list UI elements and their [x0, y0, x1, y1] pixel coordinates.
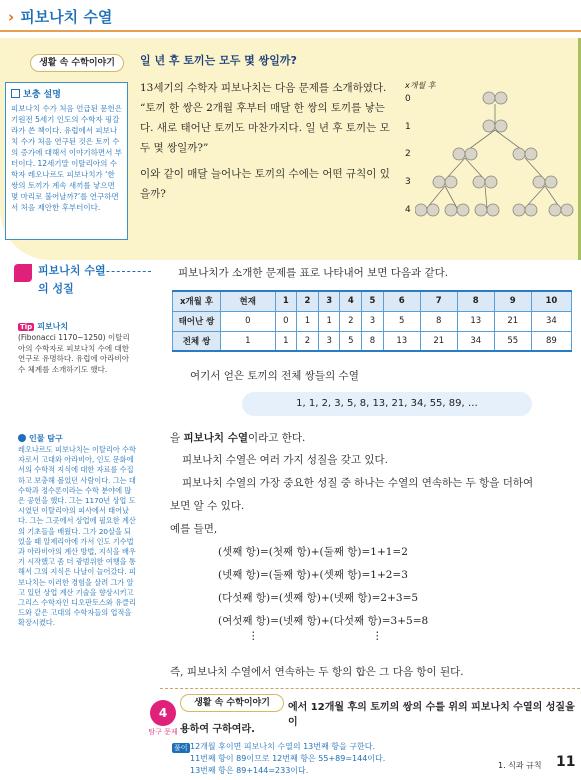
table-cell: 태어난 쌍 — [173, 311, 221, 331]
table-cell: 1 — [275, 291, 297, 311]
story-body — [140, 78, 395, 204]
table-cell: 89 — [531, 331, 571, 351]
table-cell: 3 — [362, 311, 384, 331]
section-title: 피보나치 수열 의 성질 — [38, 264, 106, 295]
table-cell: 8 — [420, 311, 457, 331]
story-paragraph-2: 이와 같이 매달 늘어나는 토끼의 수에는 어떤 규칙이 있을까? — [140, 168, 390, 200]
solution-line: 13번째 항은 89+144=233이다. — [190, 766, 309, 775]
equation-line: (다섯째 항)=(셋째 항)+(넷째 항)=2+3=5 — [218, 592, 419, 604]
note-box — [5, 82, 128, 240]
table-cell: 5 — [383, 311, 420, 331]
section-divider — [96, 271, 151, 272]
after-table-text: 여기서 얻은 토끼의 전체 쌍들의 수열 — [190, 370, 359, 382]
table-cell: 4 — [340, 291, 362, 311]
person-icon — [18, 434, 26, 442]
story-tag: 생활 속 수학이야기 — [30, 54, 124, 72]
table-cell: 21 — [494, 311, 531, 331]
table-cell: 3 — [318, 331, 340, 351]
story-question: 일 년 후 토끼는 모두 몇 쌍일까? — [140, 54, 297, 67]
table-cell: 1 — [275, 331, 297, 351]
table-cell: 0 — [275, 311, 297, 331]
chevron-icon: › — [8, 8, 15, 26]
tree-month-1: 1 — [405, 122, 411, 132]
tree-header: x개월 후 — [405, 81, 436, 90]
probe-question-cont: 용하여 구하여라. — [180, 724, 255, 735]
table-cell: 현재 — [221, 291, 276, 311]
page-title — [8, 6, 112, 27]
person-text: 레오나르도 피보나치는 이탈리아 수학자로서 고대와 아라비아, 인도 문화에서의 수학적 지식에 대한 자료를 수집하고 보충해 볼었던 사람이다. 그는 대수학과 정수론이라는 수학 분야에 많은 공헌을 했다. 그는 1170년 상업 도시였던 이탈리아의 피사에서 태어났다. 그는 그곳에서 상업에 필요한 계산의 기초들을 배웠다. 그가 20살을 되었을 때 알제리아에 가서 인도 기수법과 아라비아의 계산 방법, 지식을 배우기 시작했고 좀 더 광범위한 여행을 통해서 그의 지식은 나날이 늘어갔다. 피보나치는 이러한 경험을 살려 그가 알고 있던 상업 계산 기술을 향상시키고 그리스 수학자인 디오판토스와 유클리드와 같은 고대의 수학자들의 업적을 확장시켰다. — [18, 445, 136, 628]
property-intro: 피보나치 수열은 여러 가지 성질을 갖고 있다. — [182, 454, 388, 466]
conclusion-text: 즉, 피보나치 수열에서 연속하는 두 항의 합은 그 다음 항이 된다. — [170, 666, 464, 678]
property-text-cont: 보면 알 수 있다. — [170, 500, 245, 512]
story-paragraph-1: 13세기의 수학자 피보나치는 다음 문제를 소개하였다. “토끼 한 쌍은 2개월 후부터 매달 한 쌍의 토끼를 낳는다. 새로 태어난 토끼도 마찬가지다. 일 년 후 토끼는 모두 몇 쌍일까?” — [140, 82, 390, 154]
equation-line: (여섯째 항)=(넷째 항)+(다섯째 항)=3+5=8 — [218, 615, 429, 627]
table-cell: 5 — [362, 291, 384, 311]
tip-badge: Tip — [20, 323, 33, 331]
equation-line: (넷째 항)=(둘째 항)+(셋째 항)=1+2=3 — [218, 569, 408, 581]
table-row — [173, 331, 572, 351]
table-cell: 34 — [457, 331, 494, 351]
table-cell: 1 — [221, 331, 276, 351]
person-heading: 인물 탐구 — [18, 433, 63, 444]
table-cell: 55 — [494, 331, 531, 351]
property-text: 피보나치 수열의 가장 중요한 성질 중 하나는 수열의 연속하는 두 항을 더하여 — [182, 477, 534, 489]
header-divider — [0, 30, 581, 32]
probe-divider — [160, 688, 580, 689]
table-cell: 6 — [383, 291, 420, 311]
note-icon — [11, 89, 20, 98]
probe-label: 탐구 문제 — [148, 728, 178, 736]
example-intro: 예를 들면, — [170, 523, 218, 535]
section-marker-icon — [14, 264, 32, 282]
probe-number-badge: 4 — [150, 700, 176, 726]
definition-text: 을 피보나치 수열이라고 한다. — [170, 432, 306, 444]
table-cell: 2 — [297, 291, 319, 311]
probe-question: 에서 12개월 후의 토끼의 쌍의 수를 위의 피보나치 수열의 성질을 이 — [288, 702, 575, 728]
table-cell: x개월 후 — [173, 291, 221, 311]
table-cell: 8 — [362, 331, 384, 351]
table-cell: 8 — [457, 291, 494, 311]
solution-line: 12개월 후이면 피보나치 수열의 13번째 항을 구한다. — [190, 742, 375, 751]
equation-line: (셋째 항)=(첫째 항)+(둘째 항)=1+1=2 — [218, 546, 408, 558]
table-cell: 2 — [340, 311, 362, 331]
note-text: 피보나치 수가 처음 언급된 문헌은 기원전 5세기 인도의 수학자 핑갈라가 쓴 책이다. 유럽에서 피보나치 수가 처음 연구된 것은 토끼 수의 증가에 대해서 이야기하면서 부터이다. 12세기말 이탈리아의 수학자 레오나르도 피보나치가 ‘한 쌍의 토끼가 계속 새끼를 낳으면 몇 마리로 불어날까?’를 연구하면서 처음 제안한 후부터이다. — [11, 104, 122, 212]
table-cell: 2 — [297, 331, 319, 351]
table-cell: 0 — [221, 311, 276, 331]
vdots-left: ⋮ — [248, 630, 259, 642]
table-cell: 13 — [457, 311, 494, 331]
table-cell: 21 — [420, 331, 457, 351]
tip-heading: Tip 피보나치 — [20, 322, 69, 331]
table-cell: 3 — [318, 291, 340, 311]
table-cell: 34 — [531, 311, 571, 331]
table-cell: 10 — [531, 291, 571, 311]
tree-month-0: 0 — [405, 94, 411, 104]
tree-month-4: 4 — [405, 205, 411, 215]
table-cell: 전체 쌍 — [173, 331, 221, 351]
page-title-text: 피보나치 수열 — [20, 8, 113, 26]
sequence-box: 1, 1, 2, 3, 5, 8, 13, 21, 34, 55, 89, … — [242, 392, 532, 416]
table-cell: 7 — [420, 291, 457, 311]
tree-month-3: 3 — [405, 177, 411, 187]
table-cell: 9 — [494, 291, 531, 311]
page-number: 11 — [556, 754, 576, 770]
note-title: 보충 설명 — [11, 87, 122, 100]
solution-badge: 풀이 — [174, 744, 188, 752]
table-cell: 1 — [318, 311, 340, 331]
probe-tag: 생활 속 수학이야기 — [180, 694, 284, 712]
intro-text: 피보나치가 소개한 문제를 표로 나타내어 보면 다음과 같다. — [178, 267, 449, 279]
table-cell: 5 — [340, 331, 362, 351]
tree-month-2: 2 — [405, 149, 411, 159]
footer-chapter: 1. 식과 규칙 — [498, 761, 542, 770]
table-header-row — [173, 291, 572, 311]
table-cell: 1 — [297, 311, 319, 331]
fibonacci-table — [172, 290, 572, 352]
tip-text: (Fibonacci 1170~1250) 이탈리아의 수학자로 피보나치 수에 대한 연구로 유명하다. 유럽에 아라비아 수 체계를 소개하기도 했다. — [18, 333, 130, 374]
vdots-right: ⋮ — [372, 630, 383, 642]
rabbit-tree-illustration — [415, 86, 575, 226]
table-row — [173, 311, 572, 331]
table-cell: 13 — [383, 331, 420, 351]
solution-line: 11번째 항이 89이므로 12번째 항은 55+89=144이다. — [190, 754, 386, 763]
